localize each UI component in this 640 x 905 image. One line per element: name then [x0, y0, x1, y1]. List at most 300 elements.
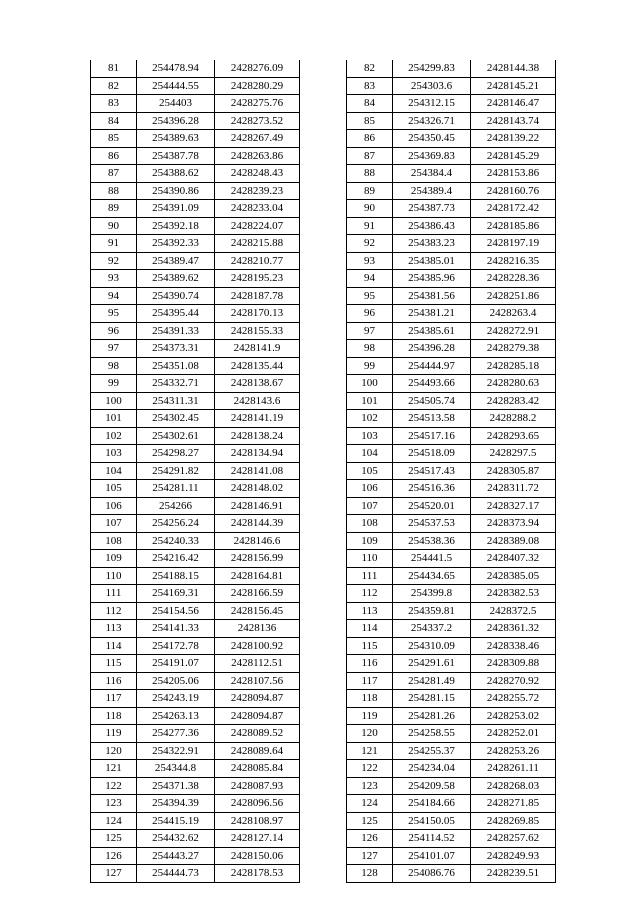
point-number-cell: 124 — [91, 812, 137, 830]
x-coordinate-cell: 254444.73 — [137, 865, 215, 883]
x-coordinate-cell: 254392.18 — [137, 217, 215, 235]
point-number-cell: 96 — [91, 322, 137, 340]
table-row — [347, 795, 556, 813]
point-number-cell: 108 — [347, 515, 393, 533]
table-row — [91, 550, 300, 568]
x-coordinate-cell: 254299.83 — [393, 60, 471, 77]
x-coordinate-cell: 254240.33 — [137, 532, 215, 550]
x-coordinate-cell: 254303.6 — [393, 77, 471, 95]
y-coordinate-cell: 2428267.49 — [215, 130, 300, 148]
point-number-cell: 83 — [91, 95, 137, 113]
y-coordinate-cell: 2428276.09 — [215, 60, 300, 77]
point-number-cell: 103 — [91, 445, 137, 463]
table-row — [347, 497, 556, 515]
point-number-cell: 126 — [91, 847, 137, 865]
y-coordinate-cell: 2428172.42 — [471, 200, 556, 218]
y-coordinate-cell: 2428185.86 — [471, 217, 556, 235]
point-number-cell: 88 — [91, 182, 137, 200]
x-coordinate-cell: 254332.71 — [137, 375, 215, 393]
point-number-cell: 120 — [347, 725, 393, 743]
table-row — [347, 777, 556, 795]
y-coordinate-cell: 2428239.51 — [471, 865, 556, 883]
x-coordinate-cell: 254517.43 — [393, 462, 471, 480]
table-row — [91, 725, 300, 743]
x-coordinate-cell: 254381.21 — [393, 305, 471, 323]
y-coordinate-cell: 2428309.88 — [471, 655, 556, 673]
point-number-cell: 113 — [91, 620, 137, 638]
point-number-cell: 112 — [347, 585, 393, 603]
table-row — [91, 497, 300, 515]
point-number-cell: 86 — [91, 147, 137, 165]
x-coordinate-cell: 254518.09 — [393, 445, 471, 463]
point-number-cell: 92 — [91, 252, 137, 270]
y-coordinate-cell: 2428239.23 — [215, 182, 300, 200]
point-number-cell: 117 — [347, 672, 393, 690]
y-coordinate-cell: 2428094.87 — [215, 707, 300, 725]
point-number-cell: 127 — [347, 847, 393, 865]
table-row — [347, 812, 556, 830]
x-coordinate-cell: 254444.55 — [137, 77, 215, 95]
y-coordinate-cell: 2428270.92 — [471, 672, 556, 690]
table-row — [91, 637, 300, 655]
x-coordinate-cell: 254266 — [137, 497, 215, 515]
y-coordinate-cell: 2428138.67 — [215, 375, 300, 393]
y-coordinate-cell: 2428263.4 — [471, 305, 556, 323]
table-row — [91, 655, 300, 673]
x-coordinate-cell: 254392.33 — [137, 235, 215, 253]
table-row — [91, 620, 300, 638]
y-coordinate-cell: 2428156.45 — [215, 602, 300, 620]
y-coordinate-cell: 2428170.13 — [215, 305, 300, 323]
table-row — [91, 812, 300, 830]
table-row — [91, 165, 300, 183]
point-number-cell: 123 — [347, 777, 393, 795]
x-coordinate-cell: 254209.58 — [393, 777, 471, 795]
x-coordinate-cell: 254520.01 — [393, 497, 471, 515]
x-coordinate-cell: 254381.56 — [393, 287, 471, 305]
point-number-cell: 110 — [347, 550, 393, 568]
x-coordinate-cell: 254385.96 — [393, 270, 471, 288]
point-number-cell: 125 — [347, 812, 393, 830]
table-row — [347, 252, 556, 270]
point-number-cell: 95 — [91, 305, 137, 323]
x-coordinate-cell: 254337.2 — [393, 620, 471, 638]
table-row — [91, 392, 300, 410]
point-number-cell: 114 — [347, 620, 393, 638]
y-coordinate-cell: 2428263.86 — [215, 147, 300, 165]
y-coordinate-cell: 2428327.17 — [471, 497, 556, 515]
y-coordinate-cell: 2428361.32 — [471, 620, 556, 638]
table-row — [347, 60, 556, 77]
table-row — [91, 95, 300, 113]
point-number-cell: 94 — [91, 287, 137, 305]
x-coordinate-cell: 254312.15 — [393, 95, 471, 113]
y-coordinate-cell: 2428268.03 — [471, 777, 556, 795]
point-number-cell: 99 — [91, 375, 137, 393]
x-coordinate-cell: 254150.05 — [393, 812, 471, 830]
x-coordinate-cell: 254538.36 — [393, 532, 471, 550]
point-number-cell: 97 — [347, 322, 393, 340]
point-number-cell: 103 — [347, 427, 393, 445]
x-coordinate-cell: 254277.36 — [137, 725, 215, 743]
table-row — [91, 480, 300, 498]
y-coordinate-cell: 2428215.88 — [215, 235, 300, 253]
point-number-cell: 101 — [347, 392, 393, 410]
point-number-cell: 90 — [347, 200, 393, 218]
point-number-cell: 102 — [347, 410, 393, 428]
x-coordinate-cell: 254281.49 — [393, 672, 471, 690]
x-coordinate-cell: 254385.01 — [393, 252, 471, 270]
point-number-cell: 126 — [347, 830, 393, 848]
y-coordinate-cell: 2428107.56 — [215, 672, 300, 690]
y-coordinate-cell: 2428085.84 — [215, 760, 300, 778]
point-number-cell: 109 — [347, 532, 393, 550]
point-number-cell: 87 — [347, 147, 393, 165]
y-coordinate-cell: 2428146.91 — [215, 497, 300, 515]
x-coordinate-cell: 254493.66 — [393, 375, 471, 393]
x-coordinate-cell: 254302.45 — [137, 410, 215, 428]
x-coordinate-cell: 254444.97 — [393, 357, 471, 375]
table-row — [347, 165, 556, 183]
point-number-cell: 121 — [347, 742, 393, 760]
table-row — [91, 707, 300, 725]
x-coordinate-cell: 254388.62 — [137, 165, 215, 183]
y-coordinate-cell: 2428144.38 — [471, 60, 556, 77]
point-number-cell: 93 — [91, 270, 137, 288]
table-row — [347, 707, 556, 725]
table-row — [347, 322, 556, 340]
y-coordinate-cell: 2428150.06 — [215, 847, 300, 865]
y-coordinate-cell: 2428275.76 — [215, 95, 300, 113]
table-row — [91, 532, 300, 550]
x-coordinate-cell: 254291.61 — [393, 655, 471, 673]
table-row — [347, 847, 556, 865]
table-row — [91, 217, 300, 235]
point-number-cell: 109 — [91, 550, 137, 568]
x-coordinate-cell: 254403 — [137, 95, 215, 113]
point-number-cell: 100 — [347, 375, 393, 393]
point-number-cell: 113 — [347, 602, 393, 620]
x-coordinate-cell: 254243.19 — [137, 690, 215, 708]
point-number-cell: 110 — [91, 567, 137, 585]
point-number-cell: 85 — [347, 112, 393, 130]
table-row — [347, 672, 556, 690]
y-coordinate-cell: 2428372.5 — [471, 602, 556, 620]
x-coordinate-cell: 254513.58 — [393, 410, 471, 428]
y-coordinate-cell: 2428269.85 — [471, 812, 556, 830]
right-table-body — [347, 60, 556, 882]
point-number-cell: 82 — [91, 77, 137, 95]
y-coordinate-cell: 2428096.56 — [215, 795, 300, 813]
x-coordinate-cell: 254385.61 — [393, 322, 471, 340]
x-coordinate-cell: 254154.56 — [137, 602, 215, 620]
x-coordinate-cell: 254387.73 — [393, 200, 471, 218]
point-number-cell: 119 — [347, 707, 393, 725]
y-coordinate-cell: 2428143.6 — [215, 392, 300, 410]
table-row — [91, 130, 300, 148]
point-number-cell: 87 — [91, 165, 137, 183]
y-coordinate-cell: 2428143.74 — [471, 112, 556, 130]
coordinate-table-right — [346, 60, 556, 883]
point-number-cell: 107 — [347, 497, 393, 515]
x-coordinate-cell: 254216.42 — [137, 550, 215, 568]
y-coordinate-cell: 2428195.23 — [215, 270, 300, 288]
y-coordinate-cell: 2428311.72 — [471, 480, 556, 498]
point-number-cell: 107 — [91, 515, 137, 533]
table-row — [347, 77, 556, 95]
table-row — [91, 357, 300, 375]
x-coordinate-cell: 254302.61 — [137, 427, 215, 445]
point-number-cell: 115 — [91, 655, 137, 673]
table-row — [347, 357, 556, 375]
table-row — [347, 655, 556, 673]
x-coordinate-cell: 254351.08 — [137, 357, 215, 375]
point-number-cell: 106 — [91, 497, 137, 515]
point-number-cell: 105 — [91, 480, 137, 498]
table-row — [347, 147, 556, 165]
y-coordinate-cell: 2428288.2 — [471, 410, 556, 428]
y-coordinate-cell: 2428100.92 — [215, 637, 300, 655]
point-number-cell: 88 — [347, 165, 393, 183]
x-coordinate-cell: 254383.23 — [393, 235, 471, 253]
table-row — [91, 200, 300, 218]
point-number-cell: 100 — [91, 392, 137, 410]
table-row — [347, 532, 556, 550]
x-coordinate-cell: 254391.09 — [137, 200, 215, 218]
x-coordinate-cell: 254478.94 — [137, 60, 215, 77]
point-number-cell: 118 — [91, 707, 137, 725]
y-coordinate-cell: 2428127.14 — [215, 830, 300, 848]
table-row — [347, 182, 556, 200]
point-number-cell: 108 — [91, 532, 137, 550]
point-number-cell: 124 — [347, 795, 393, 813]
y-coordinate-cell: 2428233.04 — [215, 200, 300, 218]
table-row — [347, 427, 556, 445]
table-row — [347, 742, 556, 760]
table-row — [91, 445, 300, 463]
point-number-cell: 115 — [347, 637, 393, 655]
x-coordinate-cell: 254359.81 — [393, 602, 471, 620]
y-coordinate-cell: 2428297.5 — [471, 445, 556, 463]
point-number-cell: 97 — [91, 340, 137, 358]
y-coordinate-cell: 2428153.86 — [471, 165, 556, 183]
table-row — [347, 95, 556, 113]
y-coordinate-cell: 2428138.24 — [215, 427, 300, 445]
table-row — [347, 340, 556, 358]
table-row — [91, 252, 300, 270]
table-row — [347, 287, 556, 305]
y-coordinate-cell: 2428293.65 — [471, 427, 556, 445]
y-coordinate-cell: 2428148.02 — [215, 480, 300, 498]
point-number-cell: 125 — [91, 830, 137, 848]
table-row — [347, 620, 556, 638]
x-coordinate-cell: 254298.27 — [137, 445, 215, 463]
x-coordinate-cell: 254101.07 — [393, 847, 471, 865]
table-row — [347, 270, 556, 288]
point-number-cell: 91 — [347, 217, 393, 235]
x-coordinate-cell: 254205.06 — [137, 672, 215, 690]
y-coordinate-cell: 2428136 — [215, 620, 300, 638]
x-coordinate-cell: 254399.8 — [393, 585, 471, 603]
point-number-cell: 86 — [347, 130, 393, 148]
table-row — [91, 585, 300, 603]
x-coordinate-cell: 254191.07 — [137, 655, 215, 673]
y-coordinate-cell: 2428089.64 — [215, 742, 300, 760]
table-row — [91, 462, 300, 480]
table-row — [91, 847, 300, 865]
table-row — [347, 567, 556, 585]
table-row — [347, 760, 556, 778]
point-number-cell: 118 — [347, 690, 393, 708]
table-row — [347, 445, 556, 463]
point-number-cell: 101 — [91, 410, 137, 428]
table-row — [347, 865, 556, 883]
table-row — [91, 427, 300, 445]
y-coordinate-cell: 2428252.01 — [471, 725, 556, 743]
x-coordinate-cell: 254395.44 — [137, 305, 215, 323]
point-number-cell: 92 — [347, 235, 393, 253]
table-row — [91, 147, 300, 165]
y-coordinate-cell: 2428338.46 — [471, 637, 556, 655]
point-number-cell: 98 — [347, 340, 393, 358]
x-coordinate-cell: 254434.65 — [393, 567, 471, 585]
y-coordinate-cell: 2428228.36 — [471, 270, 556, 288]
point-number-cell: 104 — [347, 445, 393, 463]
point-number-cell: 111 — [91, 585, 137, 603]
table-row — [91, 340, 300, 358]
x-coordinate-cell: 254234.04 — [393, 760, 471, 778]
y-coordinate-cell: 2428144.39 — [215, 515, 300, 533]
point-number-cell: 83 — [347, 77, 393, 95]
y-coordinate-cell: 2428385.05 — [471, 567, 556, 585]
y-coordinate-cell: 2428305.87 — [471, 462, 556, 480]
y-coordinate-cell: 2428134.94 — [215, 445, 300, 463]
x-coordinate-cell: 254391.33 — [137, 322, 215, 340]
point-number-cell: 94 — [347, 270, 393, 288]
y-coordinate-cell: 2428261.11 — [471, 760, 556, 778]
x-coordinate-cell: 254516.36 — [393, 480, 471, 498]
y-coordinate-cell: 2428279.38 — [471, 340, 556, 358]
point-number-cell: 116 — [91, 672, 137, 690]
x-coordinate-cell: 254258.55 — [393, 725, 471, 743]
x-coordinate-cell: 254390.86 — [137, 182, 215, 200]
table-row — [347, 690, 556, 708]
x-coordinate-cell: 254505.74 — [393, 392, 471, 410]
y-coordinate-cell: 2428248.43 — [215, 165, 300, 183]
y-coordinate-cell: 2428382.53 — [471, 585, 556, 603]
x-coordinate-cell: 254086.76 — [393, 865, 471, 883]
y-coordinate-cell: 2428160.76 — [471, 182, 556, 200]
x-coordinate-cell: 254344.8 — [137, 760, 215, 778]
x-coordinate-cell: 254390.74 — [137, 287, 215, 305]
point-number-cell: 99 — [347, 357, 393, 375]
x-coordinate-cell: 254281.26 — [393, 707, 471, 725]
y-coordinate-cell: 2428197.19 — [471, 235, 556, 253]
x-coordinate-cell: 254394.39 — [137, 795, 215, 813]
x-coordinate-cell: 254350.45 — [393, 130, 471, 148]
table-row — [91, 410, 300, 428]
x-coordinate-cell: 254114.52 — [393, 830, 471, 848]
table-row — [91, 235, 300, 253]
table-row — [347, 217, 556, 235]
y-coordinate-cell: 2428112.51 — [215, 655, 300, 673]
point-number-cell: 84 — [91, 112, 137, 130]
x-coordinate-cell: 254537.53 — [393, 515, 471, 533]
point-number-cell: 98 — [91, 357, 137, 375]
x-coordinate-cell: 254310.09 — [393, 637, 471, 655]
table-row — [347, 585, 556, 603]
y-coordinate-cell: 2428141.19 — [215, 410, 300, 428]
y-coordinate-cell: 2428164.81 — [215, 567, 300, 585]
x-coordinate-cell: 254256.24 — [137, 515, 215, 533]
table-row — [347, 830, 556, 848]
x-coordinate-cell: 254389.47 — [137, 252, 215, 270]
table-row — [347, 550, 556, 568]
left-table-body — [91, 60, 300, 882]
table-row — [347, 130, 556, 148]
x-coordinate-cell: 254386.43 — [393, 217, 471, 235]
point-number-cell: 95 — [347, 287, 393, 305]
table-row — [347, 725, 556, 743]
x-coordinate-cell: 254263.13 — [137, 707, 215, 725]
table-row — [91, 690, 300, 708]
point-number-cell: 128 — [347, 865, 393, 883]
table-row — [347, 200, 556, 218]
point-number-cell: 89 — [91, 200, 137, 218]
point-number-cell: 111 — [347, 567, 393, 585]
x-coordinate-cell: 254141.33 — [137, 620, 215, 638]
y-coordinate-cell: 2428255.72 — [471, 690, 556, 708]
y-coordinate-cell: 2428224.07 — [215, 217, 300, 235]
x-coordinate-cell: 254281.11 — [137, 480, 215, 498]
table-row — [91, 270, 300, 288]
y-coordinate-cell: 2428257.62 — [471, 830, 556, 848]
point-number-cell: 84 — [347, 95, 393, 113]
point-number-cell: 85 — [91, 130, 137, 148]
x-coordinate-cell: 254291.82 — [137, 462, 215, 480]
y-coordinate-cell: 2428389.08 — [471, 532, 556, 550]
x-coordinate-cell: 254384.4 — [393, 165, 471, 183]
y-coordinate-cell: 2428280.29 — [215, 77, 300, 95]
y-coordinate-cell: 2428145.29 — [471, 147, 556, 165]
table-row — [347, 375, 556, 393]
point-number-cell: 104 — [91, 462, 137, 480]
table-row — [347, 410, 556, 428]
table-row — [91, 77, 300, 95]
table-row — [91, 305, 300, 323]
point-number-cell: 114 — [91, 637, 137, 655]
point-number-cell: 90 — [91, 217, 137, 235]
table-row — [91, 742, 300, 760]
y-coordinate-cell: 2428108.97 — [215, 812, 300, 830]
point-number-cell: 120 — [91, 742, 137, 760]
y-coordinate-cell: 2428285.18 — [471, 357, 556, 375]
y-coordinate-cell: 2428094.87 — [215, 690, 300, 708]
x-coordinate-cell: 254387.78 — [137, 147, 215, 165]
y-coordinate-cell: 2428280.63 — [471, 375, 556, 393]
table-row — [91, 602, 300, 620]
table-row — [91, 795, 300, 813]
point-number-cell: 106 — [347, 480, 393, 498]
coordinate-table-left — [90, 60, 300, 883]
table-row — [91, 515, 300, 533]
y-coordinate-cell: 2428187.78 — [215, 287, 300, 305]
y-coordinate-cell: 2428273.52 — [215, 112, 300, 130]
table-row — [91, 60, 300, 77]
table-row — [91, 760, 300, 778]
y-coordinate-cell: 2428166.59 — [215, 585, 300, 603]
y-coordinate-cell: 2428283.42 — [471, 392, 556, 410]
